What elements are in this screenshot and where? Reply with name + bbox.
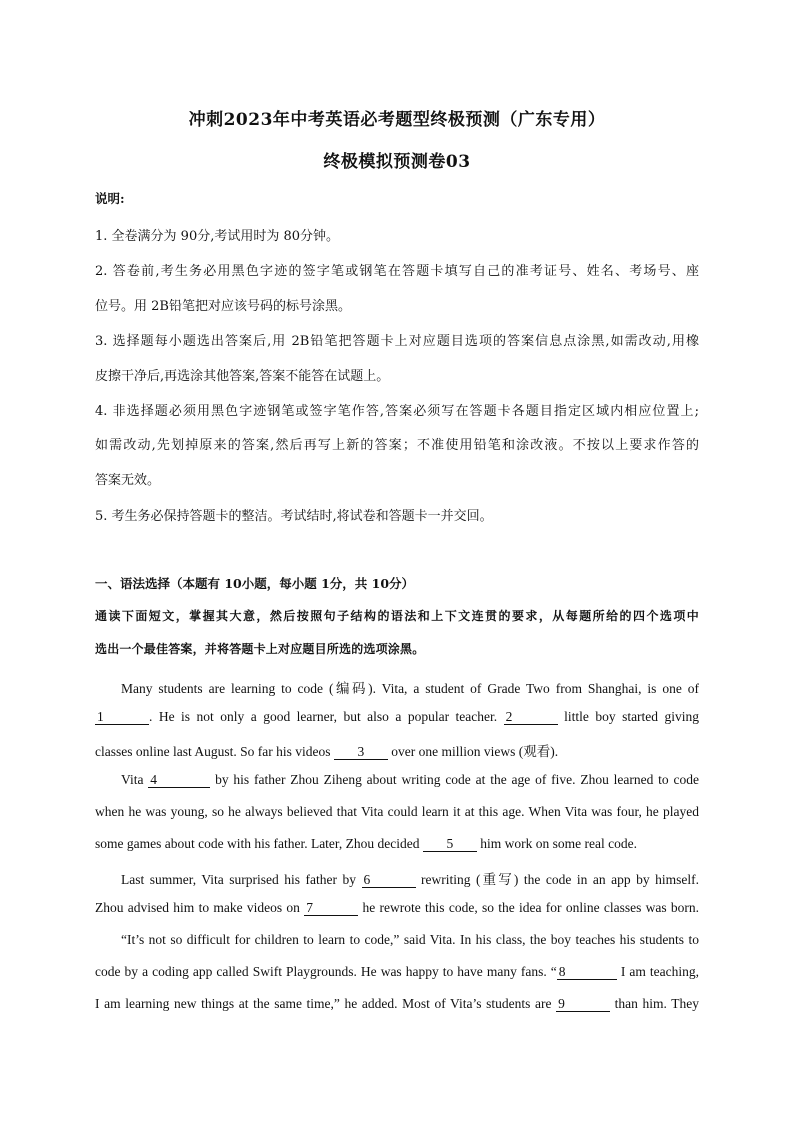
note-line: 5. 考生务必保持答题卡的整洁。考试结时,将试卷和答题卡一并交回。 — [95, 509, 493, 524]
answer-blank: 2 — [504, 710, 558, 725]
page-title: 冲刺2023年中考英语必考题型终极预测（广东专用） — [188, 110, 606, 130]
note-line: 答案无效。 — [95, 473, 161, 488]
passage-line: Many students are learning to code (编码). Vita, a student of Grade Two from Shanghai, is one of — [121, 681, 699, 696]
answer-blank: 8 — [557, 965, 617, 980]
passage-line: code by a coding app called Swift Playgrounds. He was happy to have many fans. “ 8 I am teaching, — [95, 964, 700, 979]
section-instructions: 通读下面短文，掌握其大意，然后按照句子结构的语法和上下文连贯的要求，从每题所给的四个选项中 — [95, 609, 699, 623]
section-instructions: 选出一个最佳答案，并将答题卡上对应题目所选的选项涂黑。 — [95, 642, 425, 656]
passage-line: Zhou advised him to make videos on 7 he rewrote this code, so the idea for online classes was born. — [95, 900, 700, 915]
passage-line: when he was young, so he always believed that Vita could learn it at this age. When Vita was four, he played — [95, 804, 699, 819]
passage-line: I am learning new things at the same time,” he added. Most of Vita’s students are 9 than him. They — [95, 996, 700, 1011]
note-line: 2. 答卷前,考生务必用黑色字迹的签字笔或钢笔在答题卡填写自己的准考证号、姓名、考场号、座 — [95, 264, 699, 279]
passage-line: Vita 4 by his father Zhou Ziheng about writing code at the age of five. Zhou learned to code — [121, 772, 699, 787]
answer-blank: 6 — [362, 873, 416, 888]
passage-line: Last summer, Vita surprised his father by 6 rewriting (重写) the code in an app by himself. — [121, 872, 700, 887]
notes-heading: 说明: — [95, 191, 125, 206]
passage-line: some games about code with his father. Later, Zhou decided 5 him work on some real code. — [95, 836, 637, 851]
note-line: 4. 非选择题必须用黑色字迹钢笔或签字笔作答,答案必须写在答题卡各题目指定区域内相应位置上; — [95, 404, 699, 419]
note-line: 3. 选择题每小题选出答案后,用 2B铅笔把答题卡上对应题目选项的答案信息点涂黑,如需改动,用橡 — [95, 334, 699, 349]
answer-blank: 3 — [334, 745, 388, 760]
answer-blank: 9 — [556, 997, 610, 1012]
section-heading: 一、语法选择（本题有 10小题，每小题 1分，共 10分） — [95, 576, 415, 591]
answer-blank: 4 — [148, 773, 210, 788]
answer-blank: 1 — [95, 710, 149, 725]
note-line: 1. 全卷满分为 90分,考试用时为 80分钟。 — [95, 229, 340, 244]
answer-blank: 5 — [423, 837, 477, 852]
note-line: 位号。用 2B铅笔把对应该号码的标号涂黑。 — [95, 299, 351, 314]
passage-line: 1 . He is not only a good learner, but also a popular teacher. 2 little boy started giving — [97, 709, 700, 724]
passage-line: “It’s not so difficult for children to learn to code,” said Vita. In his class, the boy teaches his students to — [121, 932, 699, 947]
answer-blank: 7 — [304, 901, 358, 916]
page-subtitle: 终极模拟预测卷03 — [323, 152, 471, 172]
passage-line: classes online last August. So far his videos 3 over one million views (观看). — [95, 744, 559, 759]
note-line: 如需改动,先划掉原来的答案,然后再写上新的答案；不准使用铅笔和涂改液。不按以上要求作答的 — [95, 438, 699, 453]
note-line: 皮擦干净后,再选涂其他答案,答案不能答在试题上。 — [95, 369, 390, 384]
